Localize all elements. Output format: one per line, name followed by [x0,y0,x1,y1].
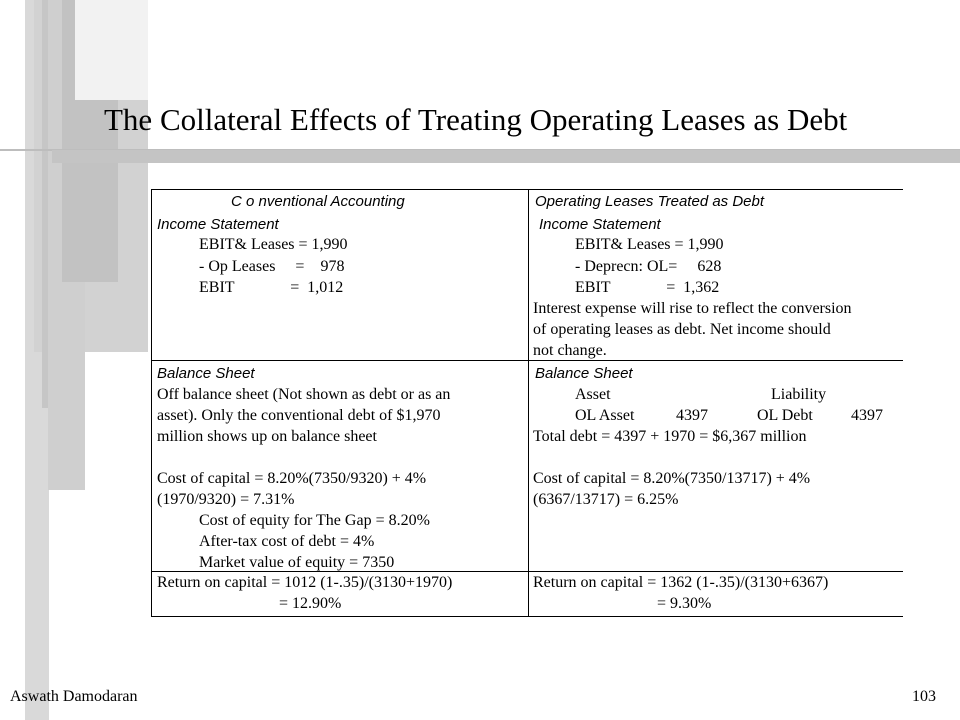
right-income-line: EBIT = 1,362 [575,279,720,296]
right-income-heading: Income Statement [539,216,661,233]
author-footer: Aswath Damodaran [10,688,138,705]
right-column-header: Operating Leases Treated as Debt [535,193,765,210]
right-return-on-capital: Return on capital = 1362 (1-.35)/(3130+6367) [533,574,829,591]
left-income-heading: Income Statement [157,216,279,233]
right-return-on-capital-value: = 9.30% [657,595,712,612]
left-balance-line: million shows up on balance sheet [157,428,377,445]
table-bottom-border [151,616,903,617]
left-cost-detail: Market value of equity = 7350 [199,554,395,571]
table-center-divider [528,189,529,617]
page-number: 103 [912,688,936,705]
right-ol-asset-value: 4397 [676,407,708,424]
right-cost-line: (6367/13717) = 6.25% [533,491,679,508]
right-asset-header: Asset [575,386,611,403]
left-column-header: C o nventional Accounting [231,193,405,210]
right-ol-debt-value: 4397 [851,407,883,424]
right-income-line: - Deprecn: OL= 628 [575,258,722,275]
right-ol-asset-label: OL Asset [575,407,635,424]
slide-title: The Collateral Effects of Treating Operating Leases as Debt [104,102,848,137]
left-income-line: - Op Leases = 978 [199,258,345,275]
left-balance-line: Off balance sheet (Not shown as debt or as an [157,386,451,403]
left-balance-line: asset). Only the conventional debt of $1,970 [157,407,441,424]
right-interest-line: Interest expense will rise to reflect the conversion [533,300,852,317]
table-row-divider [151,360,903,361]
decorative-bar [75,0,148,100]
right-balance-heading: Balance Sheet [535,365,633,382]
left-income-line: EBIT& Leases = 1,990 [199,236,348,253]
right-cost-line: Cost of capital = 8.20%(7350/13717) + 4% [533,470,811,487]
left-income-line: EBIT = 1,012 [199,279,344,296]
title-underline-bar [52,150,960,163]
right-interest-line: of operating leases as debt. Net income should [533,321,831,338]
left-return-on-capital: Return on capital = 1012 (1-.35)/(3130+1970) [157,574,453,591]
table-top-border [151,189,903,190]
comparison-table [151,189,903,617]
left-cost-line: (1970/9320) = 7.31% [157,491,295,508]
right-liability-header: Liability [771,386,827,403]
right-income-line: EBIT& Leases = 1,990 [575,236,724,253]
left-cost-line: Cost of capital = 8.20%(7350/9320) + 4% [157,470,427,487]
table-left-border [151,189,152,617]
left-return-on-capital-value: = 12.90% [279,595,342,612]
left-balance-heading: Balance Sheet [157,365,255,382]
right-interest-line: not change. [533,342,607,359]
left-cost-detail: Cost of equity for The Gap = 8.20% [199,512,430,529]
right-total-debt: Total debt = 4397 + 1970 = $6,367 million [533,428,807,445]
right-ol-debt-label: OL Debt [757,407,813,424]
left-cost-detail: After-tax cost of debt = 4% [199,533,375,550]
